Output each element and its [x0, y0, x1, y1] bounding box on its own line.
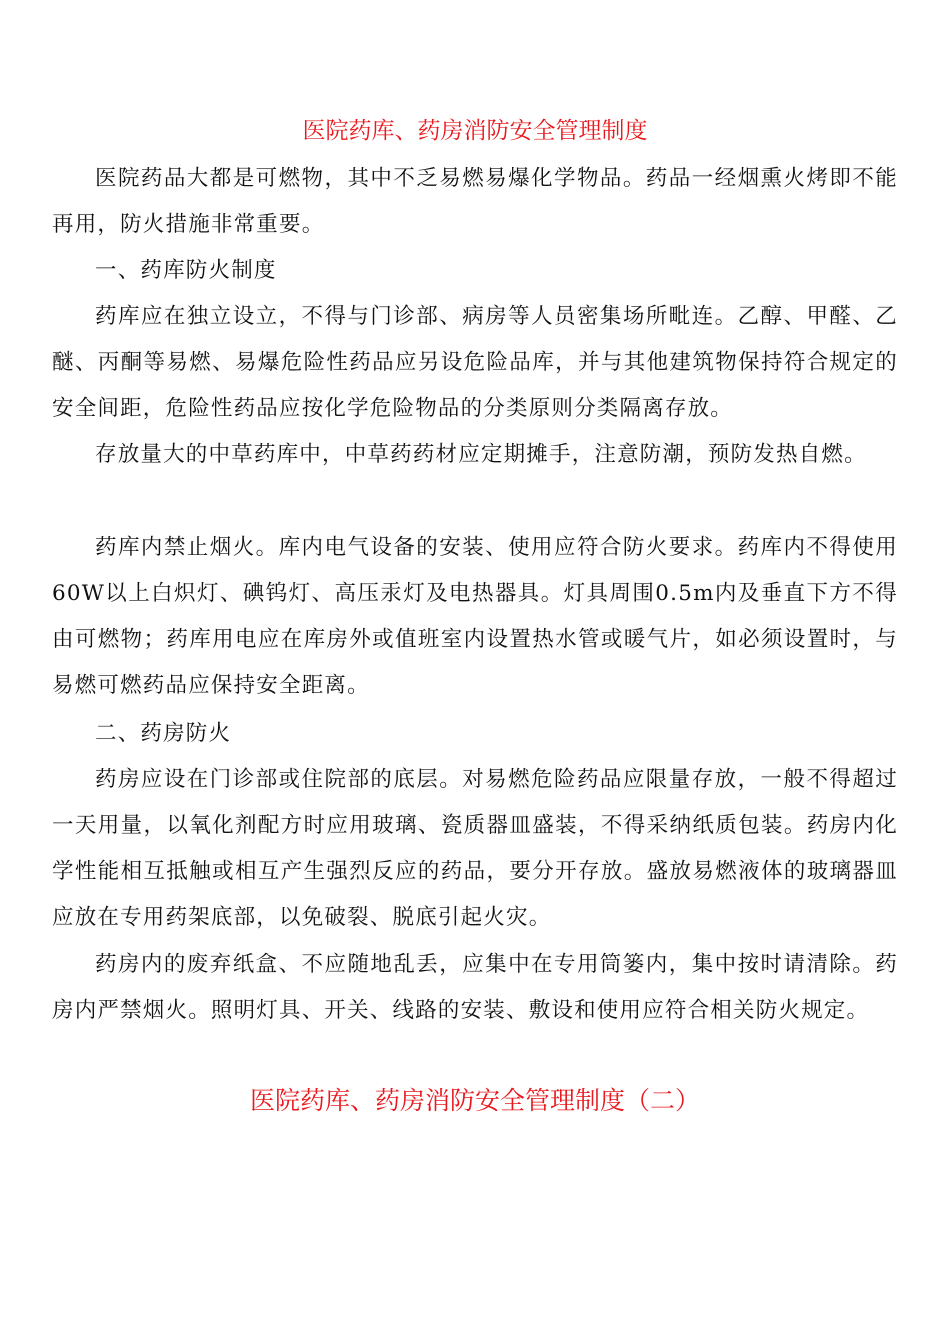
intro-paragraph: 医院药品大都是可燃物，其中不乏易燃易爆化学物品。药品一经烟熏火烤即不能再用，防火措施非常重要。 — [52, 166, 898, 237]
next-document-title: 医院药库、药房消防安全管理制度（二） — [249, 1086, 700, 1115]
section-1-paragraph-3: 药库内禁止烟火。库内电气设备的安装、使用应符合防火要求。药库内不得使用60W以上白炽灯、碘钨灯、高压汞灯及电热器具。灯具周围0.5m内及垂直下方不得由可燃物；药库用电应在库房外或值班室内设置热水管或暖气片，如必须设置时，与易燃可燃药品应保持安全距离。 — [52, 535, 898, 698]
section-1-heading: 一、药库防火制度 — [95, 258, 277, 283]
section-2-heading: 二、药房防火 — [95, 721, 232, 746]
section-2-paragraph-1: 药房应设在门诊部或住院部的底层。对易燃危险药品应限量存放，一般不得超过一天用量，以氧化剂配方时应用玻璃、瓷质器皿盛装，不得采纳纸质包装。药房内化学性能相互抵触或相互产生强烈反应的药品，要分开存放。盛放易燃液体的玻璃器皿应放在专用药架底部，以免破裂、脱底引起火灾。 — [52, 767, 898, 930]
section-2-paragraph-2: 药房内的废弃纸盒、不应随地乱丢，应集中在专用筒篓内，集中按时请清除。药房内严禁烟火。照明灯具、开关、线路的安装、敷设和使用应符合相关防火规定。 — [52, 952, 898, 1023]
section-1-paragraph-2: 存放量大的中草药库中，中草药药材应定期摊手，注意防潮，预防发热自燃。 — [95, 442, 867, 467]
section-1-paragraph-1: 药库应在独立设立，不得与门诊部、病房等人员密集场所毗连。乙醇、甲醛、乙醚、丙酮等易燃、易爆危险性药品应另设危险品库，并与其他建筑物保持符合规定的安全间距，危险性药品应按化学危险物品的分类原则分类隔离存放。 — [52, 304, 898, 421]
document-title: 医院药库、药房消防安全管理制度 — [302, 118, 648, 144]
